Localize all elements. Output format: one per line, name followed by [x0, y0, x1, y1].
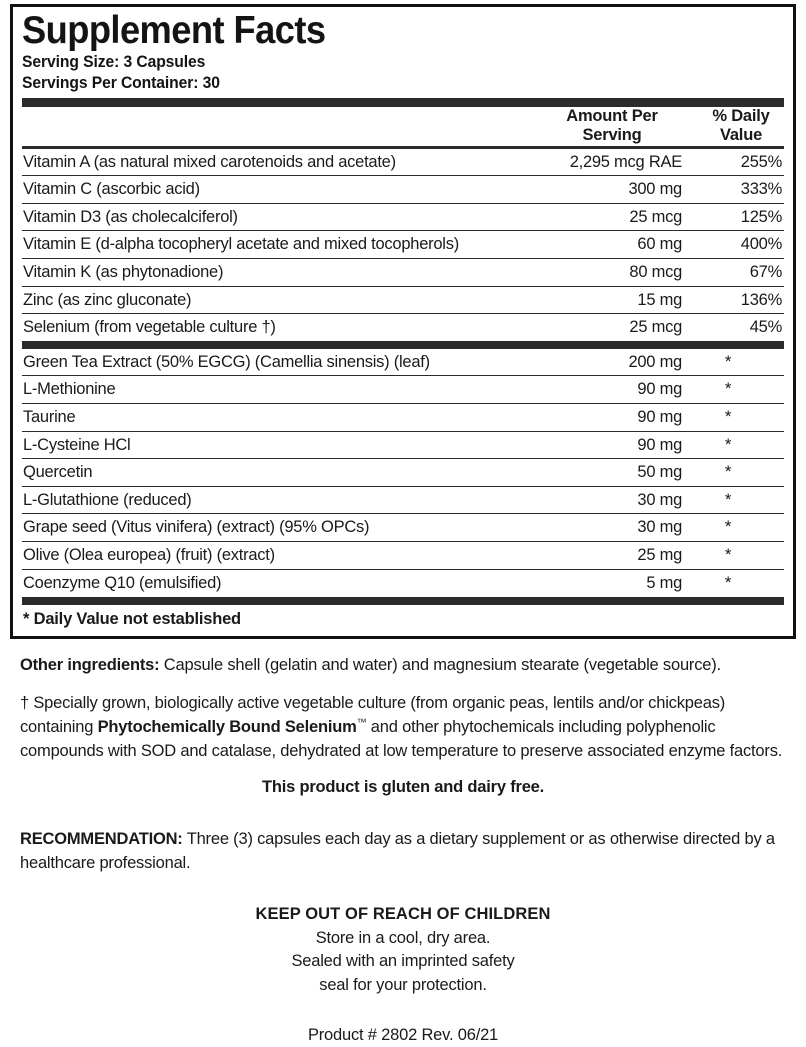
keep-out-of-reach-title: KEEP OUT OF REACH OF CHILDREN	[255, 905, 551, 924]
nutrient-daily-value: *	[698, 431, 784, 459]
storage-warning-block	[20, 903, 786, 997]
nutrient-name: Vitamin K (as phytonadione)	[22, 258, 526, 286]
header-daily-value	[698, 107, 784, 146]
table-row	[22, 459, 784, 487]
nutrient-name: L-Glutathione (reduced)	[22, 486, 526, 514]
nutrient-daily-value: *	[698, 541, 784, 569]
nutrient-amount: 60 mg	[526, 231, 698, 259]
nutrient-name: Grape seed (Vitus vinifera) (extract) (95% OPCs)	[22, 514, 526, 542]
storage-line: Store in a cool, dry area.	[315, 928, 491, 947]
nutrient-amount: 80 mcg	[526, 258, 698, 286]
nutrient-amount: 15 mg	[526, 286, 698, 314]
dagger-text-part1: † Specially grown, biologically active vegetable culture (from organic peas, lentils and/or chickpeas) containing	[20, 693, 726, 736]
table-row	[22, 514, 784, 542]
table-row	[22, 376, 784, 404]
recommendation-paragraph	[20, 827, 786, 875]
nutrient-amount: 300 mg	[526, 176, 698, 204]
nutrient-daily-value: 255%	[740, 152, 782, 171]
table-row	[22, 569, 784, 596]
phytochemically-bound-selenium-trademark: Phytochemically Bound Selenium	[97, 717, 357, 736]
header-blank	[22, 107, 526, 146]
nutrient-daily-value: *	[698, 514, 784, 542]
nutrient-daily-value: 125%	[698, 203, 784, 231]
page-title: Supplement Facts	[22, 9, 326, 52]
nutrient-daily-value: 333%	[698, 176, 784, 204]
nutrient-daily-value: *	[698, 459, 784, 487]
daily-value-footnote: * Daily Value not established	[23, 610, 241, 629]
servings-per-container-text: Servings Per Container: 30	[22, 73, 220, 92]
table-row	[22, 203, 784, 231]
nutrient-amount: 90 mg	[526, 403, 698, 431]
other-nutrients-rows	[22, 349, 784, 596]
nutrient-name: L-Methionine	[22, 376, 526, 404]
label-body-copy	[10, 653, 796, 1047]
nutrient-name: Quercetin	[22, 459, 526, 487]
table-row	[22, 286, 784, 314]
nutrient-daily-value: 67%	[698, 258, 784, 286]
nutrient-amount: 2,295 mcg RAE	[569, 152, 682, 171]
supplement-facts-panel	[10, 4, 796, 639]
nutrient-daily-value: *	[698, 403, 784, 431]
table-row	[22, 176, 784, 204]
sealed-line-2: seal for your protection.	[319, 975, 487, 994]
recommendation-text: Three (3) capsules each day as a dietary supplement or as otherwise directed by a healthcare professional.	[20, 830, 775, 873]
product-number-revision: Product # 2802 Rev. 06/21	[307, 1025, 499, 1044]
nutrient-daily-value: *	[698, 376, 784, 404]
nutrient-amount: 90 mg	[526, 376, 698, 404]
table-row	[22, 149, 784, 176]
dagger-text-part2: and other phytochemicals including polyphenolic compounds with SOD and catalase, dehydrated at low temperature to preserve associated enzyme factors.	[20, 717, 783, 760]
nutrient-amount: 30 mg	[526, 514, 698, 542]
header-amount-per-serving	[526, 107, 698, 146]
dagger-footnote-paragraph	[20, 691, 786, 763]
nutrient-name: Selenium (from vegetable culture †)	[22, 314, 526, 341]
table-row	[22, 486, 784, 514]
nutrient-name: Vitamin D3 (as cholecalciferol)	[22, 203, 526, 231]
header-amount-line1: Amount Per	[566, 106, 658, 125]
nutrient-daily-value: 45%	[698, 314, 784, 341]
nutrient-amount: 50 mg	[526, 459, 698, 487]
nutrient-name: Vitamin C (ascorbic acid)	[22, 176, 526, 204]
table-header-row	[22, 107, 784, 146]
header-dv-line1: % Daily	[712, 106, 770, 125]
rule-thick-top	[22, 98, 784, 107]
nutrient-daily-value: *	[698, 569, 784, 596]
recommendation-label: RECOMMENDATION:	[20, 830, 183, 849]
table-row	[22, 431, 784, 459]
other-ingredients-text: Capsule shell (gelatin and water) and magnesium stearate (vegetable source).	[159, 655, 721, 674]
other-ingredients-label: Other ingredients:	[20, 655, 160, 674]
other-ingredients-paragraph	[20, 653, 786, 677]
rule-above-footnote	[22, 597, 784, 605]
table-row	[22, 258, 784, 286]
nutrient-name: L-Cysteine HCl	[22, 431, 526, 459]
nutrient-amount: 90 mg	[526, 431, 698, 459]
table-row	[22, 403, 784, 431]
nutrient-name: Taurine	[22, 403, 526, 431]
nutrient-amount: 200 mg	[628, 352, 682, 371]
nutrient-name: Vitamin E (d-alpha tocopheryl acetate and mixed tocopherols)	[22, 231, 526, 259]
table-row	[22, 349, 784, 376]
table-row	[22, 541, 784, 569]
serving-size-text: Serving Size: 3 Capsules	[22, 52, 206, 71]
trademark-symbol: ™	[356, 717, 367, 729]
nutrient-daily-value: 136%	[698, 286, 784, 314]
nutrient-daily-value: *	[724, 351, 732, 371]
nutrient-amount: 30 mg	[526, 486, 698, 514]
nutrient-name: Zinc (as zinc gluconate)	[22, 286, 526, 314]
nutrition-table-vitamins	[22, 107, 784, 146]
nutrient-amount: 25 mcg	[526, 314, 698, 341]
nutrient-amount: 25 mcg	[526, 203, 698, 231]
gluten-dairy-free-statement: This product is gluten and dairy free.	[261, 778, 545, 797]
nutrient-name: Vitamin A (as natural mixed carotenoids and acetate)	[23, 152, 396, 171]
sealed-line-1: Sealed with an imprinted safety	[291, 952, 515, 971]
table-row	[22, 314, 784, 341]
rule-section-divider	[22, 341, 784, 349]
nutrient-daily-value: *	[698, 486, 784, 514]
header-dv-line2: Value	[719, 126, 763, 145]
nutrient-name: Green Tea Extract (50% EGCG) (Camellia sinensis) (leaf)	[23, 352, 430, 371]
table-row	[22, 231, 784, 259]
nutrient-amount: 25 mg	[526, 541, 698, 569]
header-amount-line2: Serving	[582, 126, 642, 145]
vitamin-rows	[22, 149, 784, 341]
nutrient-amount: 5 mg	[526, 569, 698, 596]
nutrient-name: Olive (Olea europea) (fruit) (extract)	[22, 541, 526, 569]
nutrient-daily-value: 400%	[698, 231, 784, 259]
nutrient-name: Coenzyme Q10 (emulsified)	[22, 569, 526, 596]
